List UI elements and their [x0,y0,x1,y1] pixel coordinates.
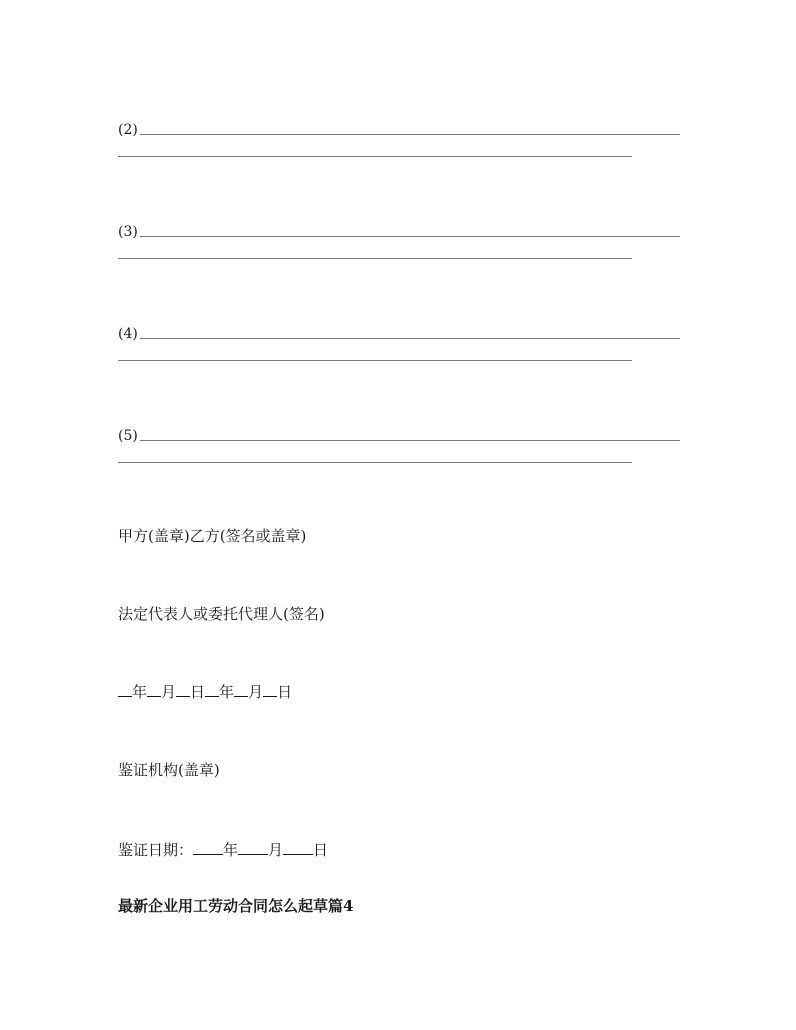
blank-underline [205,682,219,697]
item-number: (3) [118,224,138,240]
numbered-blank-item-3 [118,220,680,259]
numbered-blank-item-2 [118,118,680,157]
blank-underline [234,682,248,697]
blank-underline [140,440,680,441]
blank-underline [118,156,632,157]
signing-date-line [118,682,292,702]
parties-signature-line: 甲方(盖章)乙方(签名或盖章) [118,527,307,545]
year-label: 年 [132,683,148,701]
representative-signature-line: 法定代表人或委托代理人(签名) [118,605,325,623]
blank-underline [193,840,223,855]
verification-date-line [118,840,328,860]
year-label: 年 [223,841,239,859]
month-label: 月 [268,841,284,859]
day-label: 日 [190,683,206,701]
item-number: (4) [118,326,138,342]
day-label: 日 [277,683,293,701]
verification-agency-line: 鉴证机构(盖章) [118,761,220,779]
blank-underline [147,682,161,697]
blank-underline [238,840,268,855]
blank-underline [140,338,680,339]
blank-underline [140,236,680,237]
month-label: 月 [161,683,177,701]
year-label: 年 [219,683,235,701]
blank-underline [118,360,632,361]
blank-underline [118,462,632,463]
blank-underline [140,134,680,135]
item-number: (2) [118,122,138,138]
numbered-blank-item-4 [118,322,680,361]
blank-underline [118,258,632,259]
blank-underline [263,682,277,697]
blank-underline [118,682,132,697]
month-label: 月 [248,683,264,701]
section-heading: 最新企业用工劳动合同怎么起草篇4 [118,897,354,915]
numbered-blank-item-5 [118,424,680,463]
blank-underline [283,840,313,855]
day-label: 日 [313,841,329,859]
item-number: (5) [118,428,138,444]
blank-underline [176,682,190,697]
verification-date-label: 鉴证日期： [118,841,194,859]
